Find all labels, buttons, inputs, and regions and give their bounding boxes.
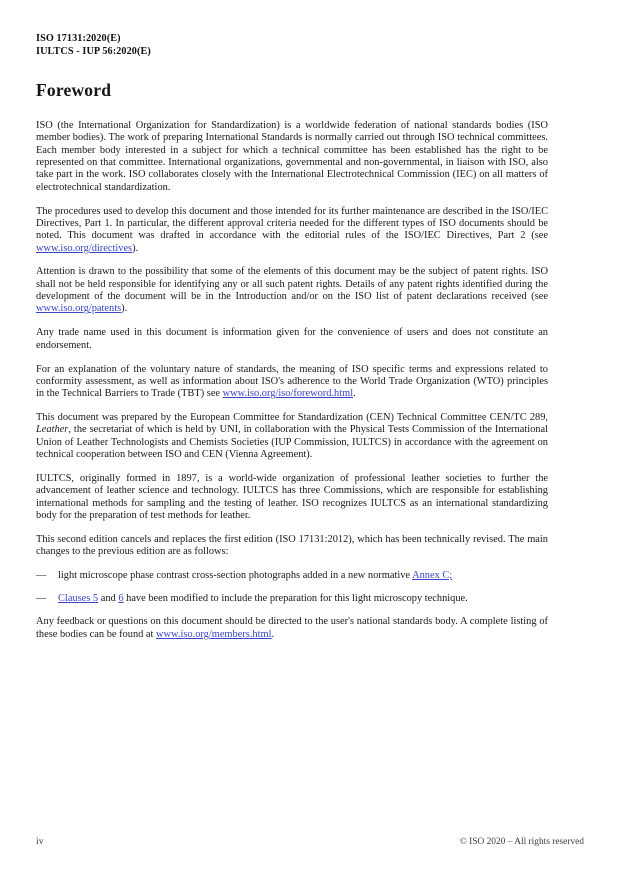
link-iso-directives[interactable]: www.iso.org/directives: [36, 242, 133, 254]
paragraph-cen-committee-text-before: This document was prepared by the European Committee for Standardization (CEN) Technical Committee CEN/TC 289,: [36, 412, 548, 424]
list-item-dash: —: [36, 592, 47, 604]
copyright-notice: © ISO 2020 – All rights reserved: [459, 837, 584, 847]
link-annex-c[interactable]: Annex C;: [412, 569, 453, 581]
paragraph-feedback: [36, 616, 548, 641]
paragraph-cen-committee-text-after: , the secretariat of which is held by UNI, in collaboration with the Physical Tests Commission of the International Union of Leather Technologists and Chemists Societies (IUP Commission, IULTCS) in accordance with the agreement on technical cooperation between ISO and CEN (Vienna Agreement).: [36, 424, 548, 461]
page-title: Foreword: [36, 80, 112, 100]
paragraph-second-edition: This second edition cancels and replaces the first edition (ISO 17131:2012), which has been technically revised. The main changes to the previous edition are as follows:: [36, 533, 548, 558]
paragraph-procedures: [36, 206, 548, 255]
paragraph-iultcs-history: IULTCS, originally formed in 1897, is a world-wide organization of professional leather societies to further the advancement of leather science and technology. IULTCS has three Commissions, which are responsible for establishing international methods for sampling and the testing of leather. ISO recognizes IULTCS as an international standardizing body for the preparation of test methods for leather.: [36, 472, 548, 521]
paragraph-cen-committee: [36, 412, 548, 461]
paragraph-voluntary-nature-text-after: .: [353, 388, 356, 400]
document-header-line-2: IULTCS - IUP 56:2020(E): [36, 46, 151, 58]
paragraph-voluntary-nature: [36, 364, 548, 401]
paragraph-patent-rights-text-after: ).: [121, 303, 128, 315]
paragraph-feedback-text-before: Any feedback or questions on this document should be directed to the user's national standards body. A complete listing of these bodies can be found at: [36, 616, 548, 640]
list-item: [36, 570, 548, 582]
changes-list: [36, 570, 548, 605]
link-iso-members[interactable]: www.iso.org/members.html: [156, 628, 272, 640]
link-clauses-5[interactable]: Clauses 5: [58, 592, 99, 604]
list-item-text-after: have been modified to include the preparation for this light microscopy technique.: [123, 592, 468, 604]
list-item-text-middle: and: [98, 592, 119, 604]
paragraph-voluntary-nature-text-before: For an explanation of the voluntary nature of standards, the meaning of ISO specific terms and expressions related to conformity assessment, as well as information about ISO's adherence to the World Trade Organization (WTO) principles in the Technical Barriers to Trade (TBT) see: [36, 363, 548, 400]
paragraph-patent-rights: [36, 266, 548, 315]
document-content: [36, 80, 548, 652]
page-footer: [36, 836, 584, 847]
paragraph-trade-name: Any trade name used in this document is information given for the convenience of users and does not constitute an endorsement.: [36, 327, 548, 351]
paragraph-procedures-text-after: ).: [132, 242, 139, 254]
document-header: [36, 32, 548, 58]
paragraph-iso-description: ISO (the International Organization for Standardization) is a worldwide federation of national standards bodies (ISO member bodies). The work of preparing International Standards is normally carried out through ISO technical committees. Each member body interested in a subject for which a technical committee has been established has the right to be represented on that committee. International organizations, governmental and non-governmental, in liaison with ISO, also take part in the work. ISO collaborates closely with the International Electrotechnical Commission (IEC) on all matters of electrotechnical standardization.: [36, 120, 548, 193]
list-item-text-before: light microscope phase contrast cross-section photographs added in a new normative: [58, 569, 413, 581]
paragraph-feedback-text-after: .: [271, 628, 275, 640]
list-item: [36, 593, 548, 605]
page-number: iv: [36, 836, 44, 847]
link-iso-patents[interactable]: www.iso.org/patents: [36, 303, 122, 315]
link-clause-6[interactable]: 6: [118, 592, 124, 604]
list-item-dash: —: [36, 569, 47, 581]
paragraph-procedures-text-before: The procedures used to develop this document and those intended for its further maintenance are described in the ISO/IEC Directives, Part 1. In particular, the different approval criteria needed for the different types of ISO documents should be noted. This document was drafted in accordance with the editorial rules of the ISO/IEC Directives, Part 2 (see: [36, 205, 548, 242]
link-iso-foreword[interactable]: www.iso.org/iso/foreword.html: [222, 388, 354, 400]
committee-title-leather: Leather: [36, 424, 69, 436]
paragraph-patent-rights-text-before: Attention is drawn to the possibility that some of the elements of this document may be the subject of patent rights. ISO shall not be held responsible for identifying any or all such patent rights. Details of any patent rights identified during the development of the document will be in the Introduction and/or on the ISO list of patent declarations received (see: [36, 266, 548, 303]
document-page: [36, 0, 548, 876]
document-header-line-1: ISO 17131:2020(E): [36, 33, 121, 44]
